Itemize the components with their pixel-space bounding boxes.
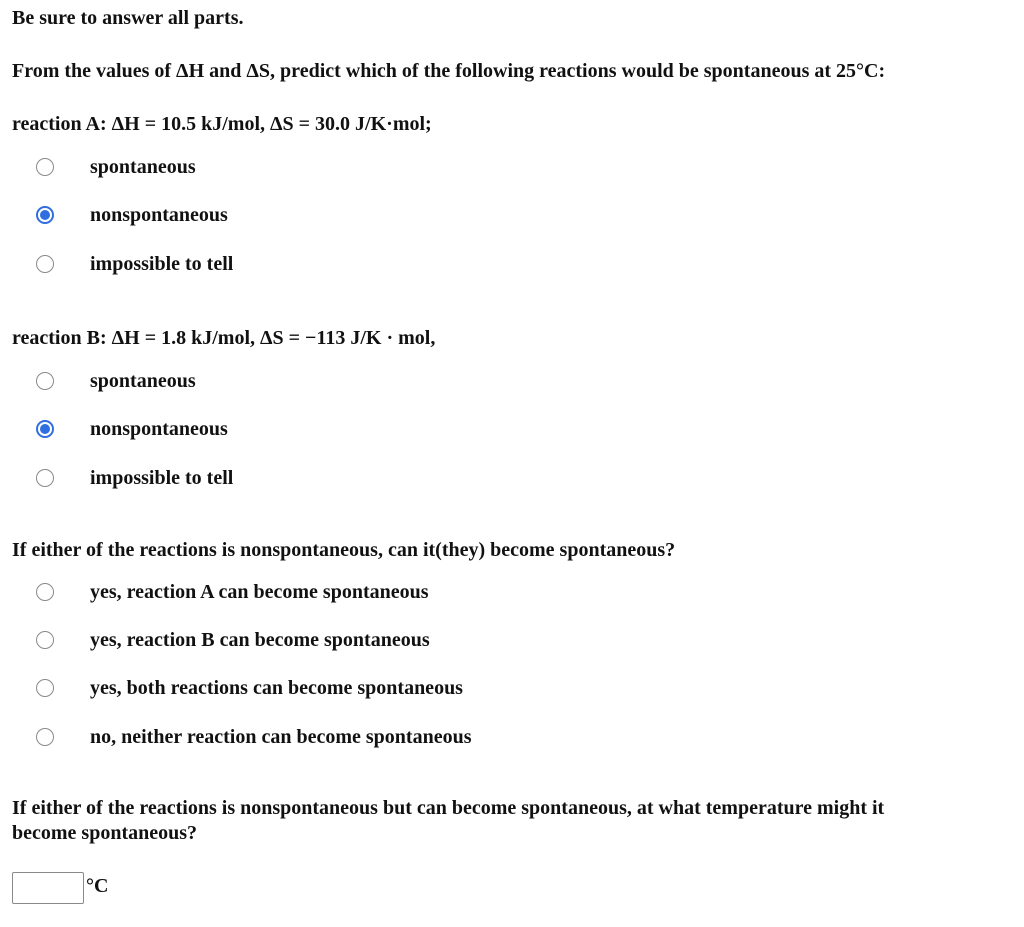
option-label: nonspontaneous bbox=[90, 417, 228, 440]
radio-button[interactable] bbox=[36, 372, 54, 390]
question-3-line-2: become spontaneous? bbox=[12, 822, 198, 844]
radio-button-selected[interactable] bbox=[36, 420, 54, 438]
instructions: Be sure to answer all parts. bbox=[12, 7, 244, 29]
reaction-a-text: reaction A: ΔH = 10.5 kJ/mol, ΔS = 30.0 J/K·mol; bbox=[12, 113, 432, 135]
question-2-option-b[interactable] bbox=[36, 626, 430, 654]
radio-button[interactable] bbox=[36, 631, 54, 649]
radio-button[interactable] bbox=[36, 469, 54, 487]
temperature-unit: °C bbox=[86, 874, 109, 897]
option-label: no, neither reaction can become spontaneous bbox=[90, 725, 472, 748]
option-label: yes, reaction A can become spontaneous bbox=[90, 580, 429, 603]
question-3-line-1: If either of the reactions is nonspontaneous but can become spontaneous, at what temperature might it bbox=[12, 797, 885, 819]
option-label: nonspontaneous bbox=[90, 203, 228, 226]
reaction-b-option-impossible[interactable] bbox=[36, 464, 233, 492]
question-2-option-a[interactable] bbox=[36, 578, 429, 606]
reaction-b-option-spontaneous[interactable] bbox=[36, 367, 196, 395]
reaction-b-option-nonspontaneous[interactable] bbox=[36, 415, 228, 443]
radio-button[interactable] bbox=[36, 255, 54, 273]
option-label: yes, both reactions can become spontaneous bbox=[90, 676, 463, 699]
reaction-a-option-impossible[interactable] bbox=[36, 250, 233, 278]
question-2-option-neither[interactable] bbox=[36, 723, 471, 751]
option-label: spontaneous bbox=[90, 369, 196, 392]
option-label: yes, reaction B can become spontaneous bbox=[90, 628, 430, 651]
option-label: spontaneous bbox=[90, 155, 196, 178]
radio-button[interactable] bbox=[36, 679, 54, 697]
radio-button[interactable] bbox=[36, 583, 54, 601]
option-label: impossible to tell bbox=[90, 252, 234, 275]
radio-button[interactable] bbox=[36, 728, 54, 746]
option-label: impossible to tell bbox=[90, 466, 234, 489]
reaction-b-text: reaction B: ΔH = 1.8 kJ/mol, ΔS = −113 J/K · mol, bbox=[12, 327, 436, 349]
reaction-a-option-nonspontaneous[interactable] bbox=[36, 201, 228, 229]
temperature-answer-row bbox=[12, 872, 108, 904]
radio-button-selected[interactable] bbox=[36, 206, 54, 224]
radio-button[interactable] bbox=[36, 158, 54, 176]
temperature-input[interactable] bbox=[12, 872, 84, 904]
question-2-option-both[interactable] bbox=[36, 674, 463, 702]
question-intro: From the values of ΔH and ΔS, predict which of the following reactions would be spontaneous at 25°C: bbox=[12, 60, 886, 82]
question-2-text: If either of the reactions is nonspontaneous, can it(they) become spontaneous? bbox=[12, 539, 676, 561]
reaction-a-option-spontaneous[interactable] bbox=[36, 153, 196, 181]
